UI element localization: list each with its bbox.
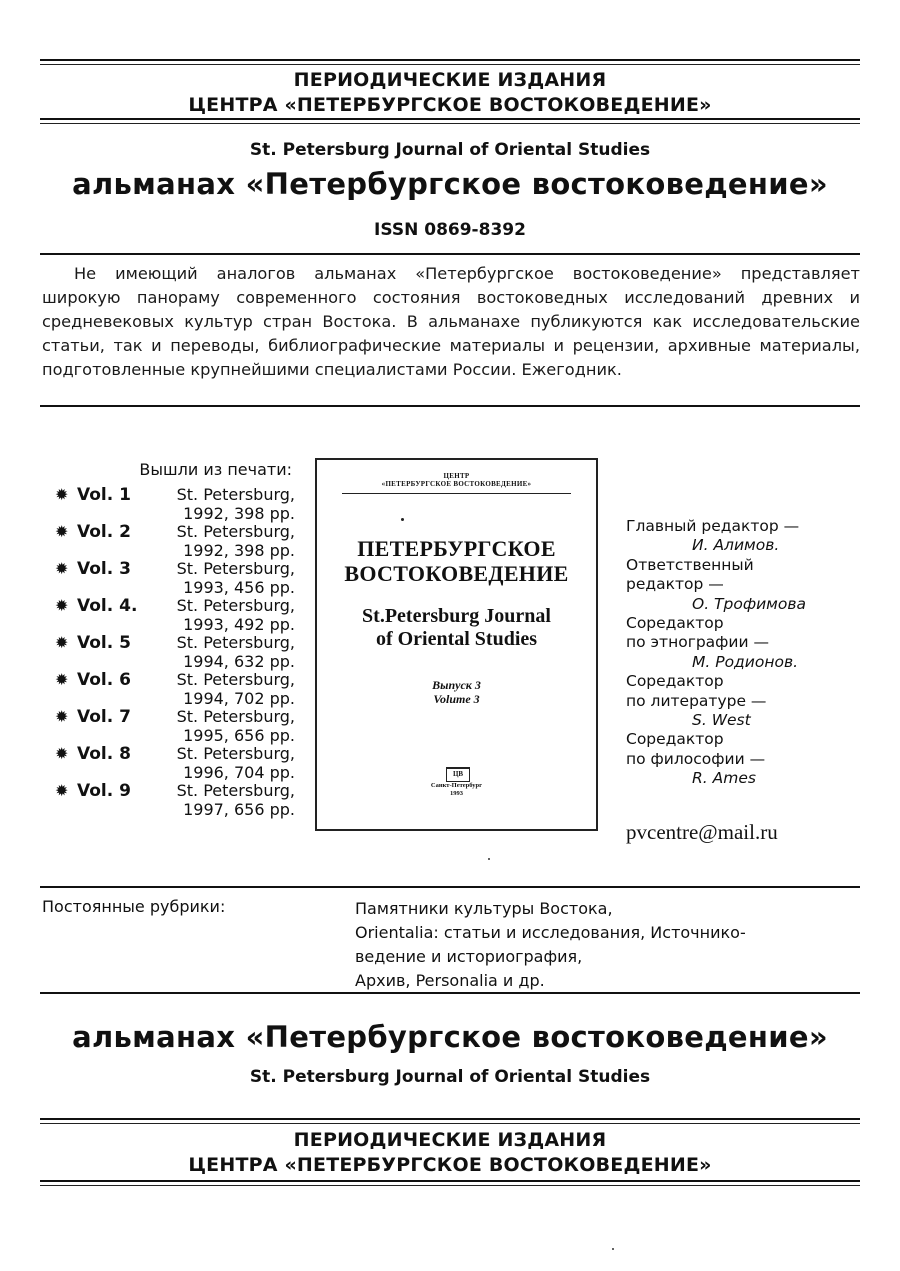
cover-title-line-2: ВОСТОКОВЕДЕНИЕ [344, 561, 569, 586]
star-bullet-icon: ✹ [55, 596, 69, 615]
rubrics-top-rule [40, 886, 860, 888]
volume-year-pages: 1995, 656 pp. [183, 725, 295, 745]
volume-year-pages: 1992, 398 pp. [183, 540, 295, 560]
star-bullet-icon: ✹ [55, 670, 69, 689]
footer-top-rule [40, 1118, 860, 1124]
volume-item-details [55, 542, 295, 561]
description-top-rule [40, 253, 860, 255]
cover-imprint [317, 782, 596, 798]
volume-item-details [55, 505, 295, 524]
volume-year-pages: 1994, 632 pp. [183, 651, 295, 671]
volume-year-pages: 1993, 492 pp. [183, 614, 295, 634]
cover-english-line-1: St.Petersburg Journal [362, 605, 551, 627]
volume-item [55, 671, 295, 690]
volume-list [55, 486, 295, 819]
volume-year-pages: 1993, 456 pp. [183, 577, 295, 597]
volume-year-pages: 1994, 702 pp. [183, 688, 295, 708]
volume-number: Vol. 4. [77, 596, 138, 616]
cover-rule [342, 493, 571, 494]
volume-year-pages: 1997, 656 pp. [183, 799, 295, 819]
volume-item [55, 560, 295, 579]
footer-line-1: ПЕРИОДИЧЕСКИЕ ИЗДАНИЯ [293, 1129, 607, 1151]
volume-number: Vol. 7 [77, 707, 131, 727]
volume-number: Vol. 1 [77, 485, 131, 505]
footer-english-title: St. Petersburg Journal of Oriental Studies [249, 1067, 651, 1087]
editor-name: R. Ames [692, 769, 756, 788]
star-bullet-icon: ✹ [55, 707, 69, 726]
cover-dot [401, 518, 404, 521]
volume-item [55, 708, 295, 727]
cover-city: Санкт-Петербург [430, 782, 483, 789]
top-rule [40, 59, 860, 65]
cover-issue-en: Volume 3 [433, 692, 480, 706]
cover-center-label [317, 472, 596, 488]
header-bottom-rule [40, 118, 860, 124]
star-bullet-icon: ✹ [55, 522, 69, 541]
volume-number: Vol. 3 [77, 559, 131, 579]
volume-place: St. Petersburg, [176, 596, 295, 615]
volume-place: St. Petersburg, [176, 670, 295, 689]
print-speck [612, 1248, 614, 1250]
cover-title [317, 536, 596, 586]
cover-center-line-2: «ПЕТЕРБУРГСКОЕ ВОСТОКОВЕДЕНИЕ» [381, 480, 532, 488]
volume-place: St. Petersburg, [176, 744, 295, 763]
cover-center-line-1: ЦЕНТР [443, 472, 470, 480]
editorial-board [626, 517, 856, 789]
volume-item-details [55, 653, 295, 672]
editor-role: по литературе — [626, 691, 767, 710]
publisher-logo-icon: ЦВ [446, 767, 470, 782]
rubric-line: Памятники культуры Востока, [355, 899, 613, 918]
editor-role: по философии — [626, 749, 766, 768]
volume-number: Vol. 6 [77, 670, 131, 690]
rubrics-bottom-rule [40, 992, 860, 994]
cover-issue [317, 678, 596, 706]
star-bullet-icon: ✹ [55, 559, 69, 578]
print-speck [488, 858, 490, 860]
rubrics-list [355, 897, 860, 993]
cover-issue-ru: Выпуск 3 [432, 678, 481, 692]
editor-name: М. Родионов. [692, 652, 799, 671]
editor-role: Соредактор [626, 730, 724, 749]
released-label: Вышли из печати: [139, 460, 292, 479]
cover-title-line-1: ПЕТЕРБУРГСКОЕ [357, 536, 556, 561]
contact-email[interactable]: pvcentre@mail.ru [626, 820, 778, 844]
footer-russian-title: альманах «Петербургское востоковедение» [72, 1020, 828, 1054]
journal-russian-title: альманах «Петербургское востоковедение» [72, 167, 828, 201]
header-line-2: ЦЕНТРА «ПЕТЕРБУРГСКОЕ ВОСТОКОВЕДЕНИЕ» [188, 94, 712, 116]
cover-image [315, 458, 598, 831]
volume-place: St. Petersburg, [176, 522, 295, 541]
description-bottom-rule [40, 405, 860, 407]
volume-number: Vol. 5 [77, 633, 131, 653]
volume-item-details [55, 801, 295, 820]
editor-role: Соредактор [626, 672, 724, 691]
volume-item [55, 486, 295, 505]
volume-item-details [55, 764, 295, 783]
description [42, 262, 860, 382]
header-line-1: ПЕРИОДИЧЕСКИЕ ИЗДАНИЯ [293, 69, 607, 91]
footer-line-2: ЦЕНТРА «ПЕТЕРБУРГСКОЕ ВОСТОКОВЕДЕНИЕ» [188, 1154, 712, 1176]
editor-role: Главный редактор — [626, 517, 800, 535]
star-bullet-icon: ✹ [55, 485, 69, 504]
editor-role: Соредактор [626, 614, 724, 633]
volume-number: Vol. 2 [77, 522, 131, 542]
issn: ISSN 0869-8392 [374, 220, 526, 240]
editor-name: И. Алимов. [692, 536, 780, 555]
editor-role: по этнографии — [626, 633, 770, 652]
volume-item [55, 634, 295, 653]
cover-year: 1993 [450, 790, 463, 797]
footer-bottom-rule [40, 1180, 860, 1186]
editor-role: Ответственный [626, 555, 754, 574]
volume-place: St. Petersburg, [176, 485, 295, 504]
description-text: Не имеющий аналогов альманах «Петербургское востоковедение» представляет широкую панораму современного состояния востоковедных исследований древних и средневековых культур стран Востока. В альманахе публикуются как исследовательские статьи, так и переводы, библиографические материалы и рецензии, архивные материалы, подготовленные крупнейшими специалистами России. Ежегодник. [42, 264, 860, 379]
volume-item [55, 745, 295, 764]
volume-year-pages: 1992, 398 pp. [183, 503, 295, 523]
volume-item-details [55, 616, 295, 635]
volume-number: Vol. 8 [77, 744, 131, 764]
volume-place: St. Petersburg, [176, 707, 295, 726]
volume-item [55, 597, 295, 616]
editor-name: О. Трофимова [692, 594, 806, 613]
volume-item-details [55, 727, 295, 746]
volume-place: St. Petersburg, [176, 633, 295, 652]
volume-item-details [55, 579, 295, 598]
rubric-line: Orientalia: статьи и исследования, Источнико- [355, 923, 746, 942]
volume-place: St. Petersburg, [176, 559, 295, 578]
journal-english-title: St. Petersburg Journal of Oriental Studies [249, 140, 651, 160]
volume-item [55, 782, 295, 801]
editor-name: S. West [692, 711, 751, 730]
volume-number: Vol. 9 [77, 781, 131, 801]
rubric-line: ведение и историография, [355, 947, 583, 966]
cover-english-title [317, 605, 596, 651]
star-bullet-icon: ✹ [55, 633, 69, 652]
volume-item-details [55, 690, 295, 709]
rubrics-label: Постоянные рубрики: [42, 897, 226, 916]
star-bullet-icon: ✹ [55, 744, 69, 763]
star-bullet-icon: ✹ [55, 781, 69, 800]
rubric-line: Архив, Personalia и др. [355, 971, 545, 990]
editor-role: редактор — [626, 575, 724, 594]
volume-year-pages: 1996, 704 pp. [183, 762, 295, 782]
volume-place: St. Petersburg, [176, 781, 295, 800]
cover-english-line-2: of Oriental Studies [375, 628, 538, 650]
volume-item [55, 523, 295, 542]
